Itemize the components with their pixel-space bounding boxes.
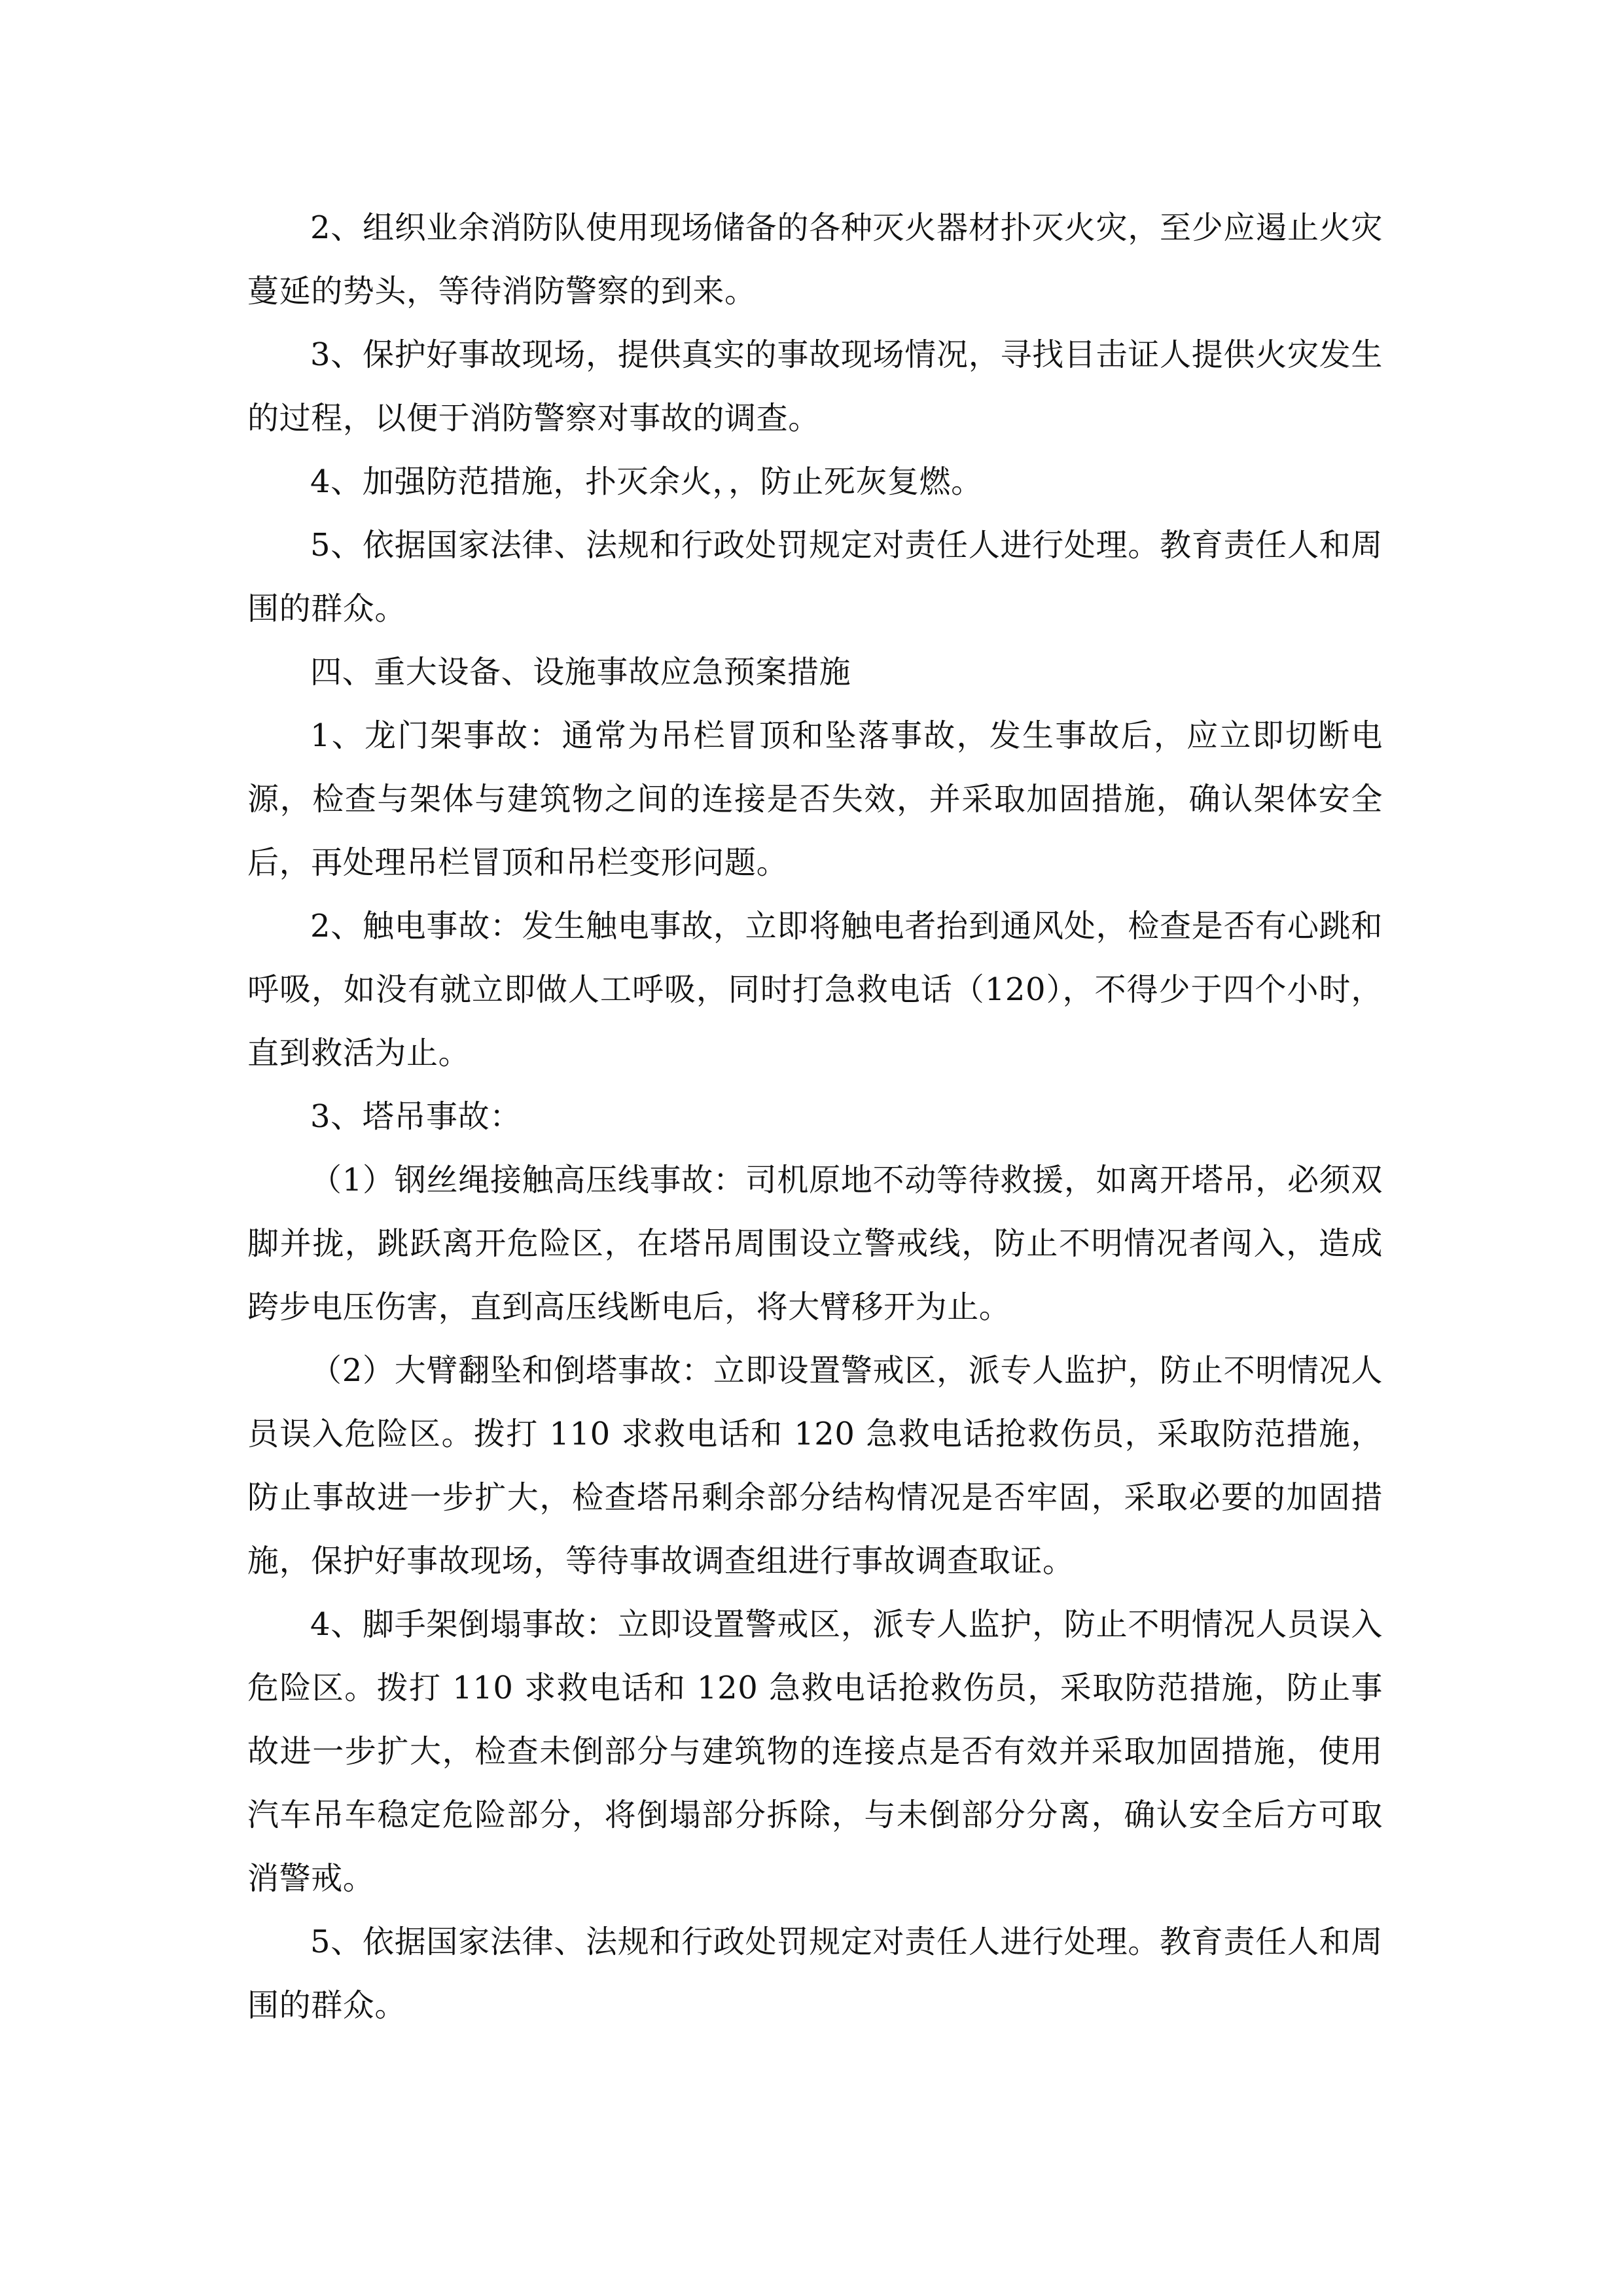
- paragraph-fire-3: 3、保护好事故现场，提供真实的事故现场情况，寻找目击证人提供火灾发生的过程，以便于消防警察对事故的调查。: [247, 336, 1383, 437]
- paragraph-fire-4: 4、加强防范措施，扑灭余火，，防止死灰复燃。: [310, 463, 983, 500]
- paragraph-fire-2: 2、组织业余消防队使用现场储备的各种灭火器材扑灭火灾，至少应遏止火灾蔓延的势头，等待消防警察的到来。: [247, 209, 1383, 310]
- paragraph-legal-handling: 5、依据国家法律、法规和行政处罚规定对责任人进行处理。教育责任人和周围的群众。: [247, 1924, 1383, 2024]
- paragraph-crane-boom-collapse: （2）大臂翻坠和倒塔事故：立即设置警戒区，派专人监护，防止不明情况人员误入危险区。拨打 110 求救电话和 120 急救电话抢救伤员，采取防范措施，防止事故进一步扩大，检查塔吊剩余部分结构情况是否牢固，采取必要的加固措施，保护好事故现场，等待事故调查组进行事故调查取证。: [247, 1352, 1383, 1579]
- paragraph-crane-wire-rope: （1）钢丝绳接触高压线事故：司机原地不动等待救援，如离开塔吊，必须双脚并拢，跳跃离开危险区，在塔吊周围设立警戒线，防止不明情况者闯入，造成跨步电压伤害，直到高压线断电后，将大臂移开为止。: [247, 1162, 1383, 1325]
- paragraph-fire-5: 5、依据国家法律、法规和行政处罚规定对责任人进行处理。教育责任人和周围的群众。: [247, 527, 1383, 627]
- paragraph-tower-crane-heading: 3、塔吊事故：: [310, 1098, 522, 1135]
- paragraph-gantry-accident: 1、龙门架事故：通常为吊栏冒顶和坠落事故，发生事故后，应立即切断电源，检查与架体与建筑物之间的连接是否失效，并采取加固措施，确认架体安全后，再处理吊栏冒顶和吊栏变形问题。: [247, 717, 1383, 881]
- section-heading-4: 四、重大设备、设施事故应急预案措施: [310, 654, 851, 691]
- document-page: [247, 196, 1383, 2037]
- paragraph-scaffold-collapse: 4、脚手架倒塌事故：立即设置警戒区，派专人监护，防止不明情况人员误入危险区。拨打 110 求救电话和 120 急救电话抢救伤员，采取防范措施，防止事故进一步扩大，检查未倒部分与建筑物的连接点是否有效并采取加固措施，使用汽车吊车稳定危险部分，将倒塌部分拆除，与未倒部分分离，确认安全后方可取消警戒。: [247, 1606, 1383, 1897]
- paragraph-electric-shock: 2、触电事故：发生触电事故，立即将触电者抬到通风处，检查是否有心跳和呼吸，如没有就立即做人工呼吸，同时打急救电话（120），不得少于四个小时，直到救活为止。: [247, 908, 1383, 1071]
